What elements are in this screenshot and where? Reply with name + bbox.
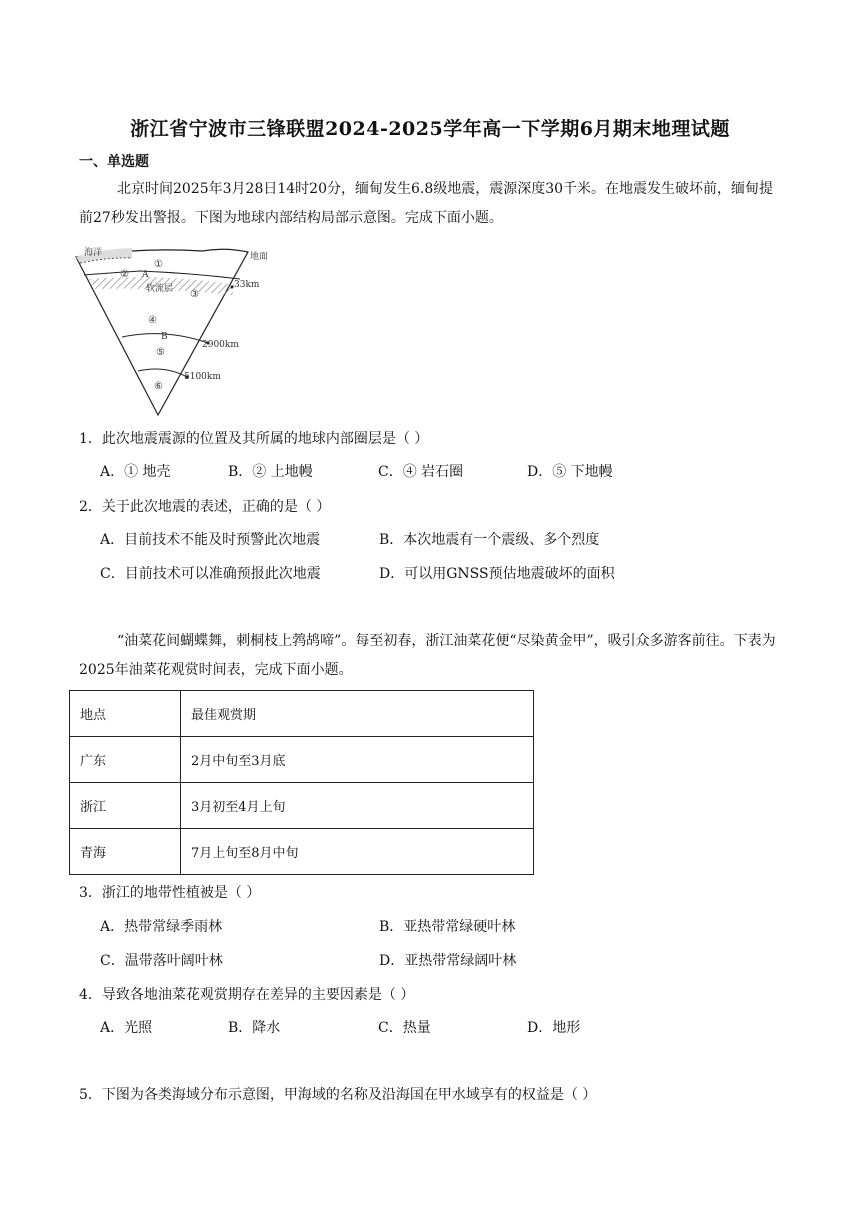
section-heading: 一、单选题 bbox=[79, 154, 149, 170]
table-header-cell: 地点 bbox=[70, 691, 181, 737]
option-c[interactable]: C．④ 岩石圈 bbox=[378, 464, 464, 480]
option-c[interactable]: C．温带落叶阔叶林 bbox=[100, 953, 223, 969]
question-2-options-row2 bbox=[100, 563, 658, 583]
option-b[interactable]: B．亚热带常绿硬叶林 bbox=[379, 919, 516, 935]
table-header-row bbox=[70, 691, 534, 737]
option-d[interactable]: D．地形 bbox=[527, 1020, 581, 1036]
table-row bbox=[70, 783, 534, 829]
option-d[interactable]: D．亚热带常绿阔叶林 bbox=[379, 953, 517, 969]
table-cell: 青海 bbox=[70, 829, 181, 875]
question-3: 3．浙江的地带性植被是（ ） bbox=[79, 885, 261, 901]
question-4: 4．导致各地油菜花观赏期存在差异的主要因素是（ ） bbox=[79, 987, 415, 1003]
label-2900km: 2900km bbox=[202, 340, 239, 350]
option-b[interactable]: B．降水 bbox=[228, 1020, 281, 1036]
earth-interior-diagram bbox=[70, 243, 269, 418]
table-header-cell: 最佳观赏期 bbox=[181, 691, 534, 737]
option-d[interactable]: D．⑤ 下地幔 bbox=[527, 464, 613, 480]
label-surface: 地面 bbox=[250, 252, 269, 262]
label-B: B bbox=[161, 332, 168, 342]
question-2: 2．关于此次地震的表述，正确的是（ ） bbox=[79, 499, 331, 515]
viewing-time-table bbox=[69, 690, 534, 875]
label-4: ④ bbox=[148, 315, 157, 326]
question-1: 1．此次地震震源的位置及其所属的地球内部圈层是（ ） bbox=[79, 431, 429, 447]
option-b[interactable]: B．本次地震有一个震级、多个烈度 bbox=[379, 532, 600, 548]
option-a[interactable]: A．① 地壳 bbox=[100, 464, 171, 480]
option-c[interactable]: C．目前技术可以准确预报此次地震 bbox=[100, 566, 321, 582]
option-d[interactable]: D．可以用GNSS预估地震破坏的面积 bbox=[379, 566, 615, 582]
table-row bbox=[70, 737, 534, 783]
table-cell: 浙江 bbox=[70, 783, 181, 829]
table-cell: 3月初至4月上旬 bbox=[181, 783, 534, 829]
question-3-options-row1 bbox=[100, 916, 658, 936]
question-5: 5．下图为各类海域分布示意图，甲海域的名称及沿海国在甲水域享有的权益是（ ） bbox=[79, 1087, 597, 1103]
option-b[interactable]: B．② 上地幔 bbox=[228, 464, 313, 480]
question-2-options-row1 bbox=[100, 529, 658, 549]
option-a[interactable]: A．热带常绿季雨林 bbox=[100, 919, 223, 935]
label-6: ⑥ bbox=[154, 381, 163, 392]
passage-rapeseed: “油菜花间蝴蝶舞，刺桐枝上鹁鸪啼”。每至初春，浙江油菜花便“尽染黄金甲”，吸引众多游客前往。下表为2025年油菜花观赏时间表，完成下面小题。 bbox=[79, 633, 776, 678]
question-3-options-row2 bbox=[100, 950, 658, 970]
table-cell: 广东 bbox=[70, 737, 181, 783]
question-1-options bbox=[100, 461, 613, 481]
label-3: ③ bbox=[190, 289, 199, 300]
table-row bbox=[70, 829, 534, 875]
label-2: ② bbox=[120, 269, 129, 280]
page-title: 浙江省宁波市三锋联盟2024-2025学年高一下学期6月期末地理试题 bbox=[130, 118, 730, 140]
label-1: ① bbox=[154, 259, 163, 270]
table-cell: 7月上旬至8月中旬 bbox=[181, 829, 534, 875]
label-ocean: 海洋 bbox=[84, 248, 103, 258]
label-asthenosphere: 软流层 bbox=[146, 284, 174, 294]
question-4-options bbox=[100, 1017, 655, 1037]
label-33km: 33km bbox=[234, 280, 260, 290]
option-a[interactable]: A．目前技术不能及时预警此次地震 bbox=[100, 532, 321, 548]
option-c[interactable]: C．热量 bbox=[378, 1020, 431, 1036]
label-5100km: 5100km bbox=[184, 372, 221, 382]
table-cell: 2月中旬至3月底 bbox=[181, 737, 534, 783]
label-5: ⑤ bbox=[156, 347, 165, 358]
passage-earthquake: 北京时间2025年3月28日14时20分，缅甸发生6.8级地震，震源深度30千米。在地震发生破坏前，缅甸提前27秒发出警报。下图为地球内部结构局部示意图。完成下面小题。 bbox=[79, 181, 774, 226]
option-a[interactable]: A．光照 bbox=[100, 1020, 153, 1036]
label-A: A bbox=[142, 270, 149, 280]
